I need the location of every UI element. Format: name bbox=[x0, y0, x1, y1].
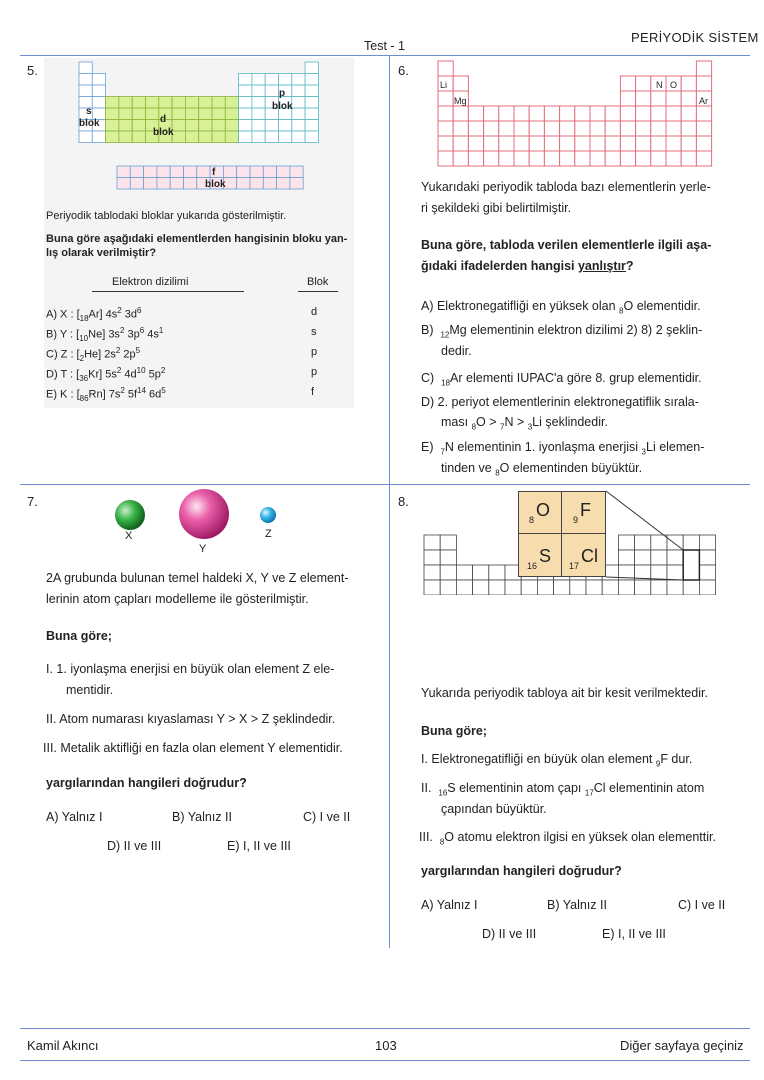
q8-statement-2b: çapından büyüktür. bbox=[441, 802, 547, 816]
q7-number: 7. bbox=[27, 494, 38, 509]
q6-option-b[interactable]: B) $_{12}$Mg elementinin elektron dizilimi 2) 8) 2 şeklin- bbox=[421, 323, 703, 340]
q5-e-label: E) K : bbox=[46, 388, 74, 401]
footer-author: Kamil Akıncı bbox=[27, 1038, 99, 1053]
atom-x bbox=[115, 500, 145, 530]
f-number: 9 bbox=[573, 515, 579, 525]
q5-option-c[interactable]: C) Z : $[_2He]$ $2s^2$ $2p^5$ bbox=[46, 346, 141, 363]
col-rule-1 bbox=[92, 291, 244, 292]
subject-title: PERİYODİK SİSTEM bbox=[631, 30, 759, 45]
q6-a-text-2: O elementidir. bbox=[623, 299, 701, 313]
q8-statement-1: I. Elektronegatifliği en büyük olan element $_9$F dur. bbox=[421, 752, 693, 769]
col-block: Blok bbox=[307, 276, 329, 288]
q6-a-text: A) Elektronegatifliği en yüksek olan bbox=[421, 299, 616, 313]
q5-a-block: d bbox=[311, 306, 318, 318]
test-title: Test - 1 bbox=[364, 39, 405, 53]
q7-stem-1: 2A grubunda bulunan temel haldeki X, Y ve Z element- bbox=[46, 571, 349, 585]
q7-statement-1b: mentidir. bbox=[66, 683, 114, 697]
q5-stem: Periyodik tablodaki bloklar yukarıda gösterilmiştir. bbox=[46, 210, 287, 222]
q8-s2-text: S elementinin atom çapı bbox=[447, 781, 582, 795]
q5-question-2: lış olarak verilmiştir? bbox=[46, 247, 157, 259]
q6-option-a[interactable]: A) Elektronegatifliği en yüksek olan $_8$O elementidir. bbox=[421, 299, 701, 316]
q6-question-2: ğıdaki ifadelerden hangisi yanlıştır? bbox=[421, 259, 634, 273]
q6-stem-2: ri şekildeki gibi belirtilmiştir. bbox=[421, 201, 572, 215]
q6-option-d-2: ması $_8$O > $_7$N > $_3$Li şeklindedir. bbox=[441, 415, 608, 432]
s-block-label: s bbox=[86, 106, 92, 117]
s-block-label-2: blok bbox=[79, 118, 100, 129]
q5-question-1: Buna göre aşağıdaki elementlerden hangisinin bloku yan- bbox=[46, 233, 348, 245]
cl-number: 17 bbox=[569, 561, 580, 571]
cell-o: O bbox=[670, 80, 678, 90]
p-block-label-2: blok bbox=[272, 101, 293, 112]
q7-choice-a[interactable]: A) Yalnız I bbox=[46, 810, 103, 824]
q5-option-d[interactable]: D) T : $[_{36}Kr]$ $5s^2$ $4d^{10}$ $5p^2$ bbox=[46, 366, 166, 383]
q7-buna: Buna göre; bbox=[46, 629, 112, 643]
cell-mg: Mg bbox=[454, 96, 467, 106]
q5-e-block: f bbox=[311, 386, 315, 398]
q7-choice-b[interactable]: B) Yalnız II bbox=[172, 810, 232, 824]
q8-s3-text: O atomu elektron ilgisi en yüksek olan elementtir. bbox=[444, 830, 716, 844]
q6-number: 6. bbox=[398, 63, 409, 78]
q7-choice-d[interactable]: D) II ve III bbox=[107, 839, 162, 853]
q6-option-e-2: tinden ve $_8$O elementinden büyüktür. bbox=[441, 461, 643, 478]
cell-n: N bbox=[656, 80, 663, 90]
q5-option-a[interactable]: A) X : $[_{18}Ar]$ $4s^2$ $3d^6$ bbox=[46, 306, 142, 323]
q6-stem-1: Yukarıdaki periyodik tabloda bazı elementlerin yerle- bbox=[421, 180, 711, 194]
col-rule-2 bbox=[298, 291, 338, 292]
q6-c-text: Ar elementi IUPAC'a göre 8. grup elementidir. bbox=[450, 371, 702, 385]
q7-statement-3: III. Metalik aktifliği en fazla olan element Y elementidir. bbox=[43, 741, 343, 755]
q7-choice-e[interactable]: E) I, II ve III bbox=[227, 839, 291, 853]
q5-d-label: D) T : bbox=[46, 368, 74, 381]
cell-oxygen: O bbox=[536, 500, 551, 520]
header-rule bbox=[20, 55, 750, 56]
q8-choice-a[interactable]: A) Yalnız I bbox=[421, 898, 478, 912]
atom-z-label: Z bbox=[265, 528, 272, 540]
footer-rule-bottom bbox=[20, 1060, 750, 1061]
cell-divider-h bbox=[518, 533, 606, 534]
cell-sulfur: S bbox=[539, 546, 552, 566]
q8-s1-text: I. Elektronegatifliği en büyük olan element bbox=[421, 752, 653, 766]
q5-d-block: p bbox=[311, 366, 318, 378]
q7-ask: yargılarından hangileri doğrudur? bbox=[46, 776, 247, 790]
f-block-label-2: blok bbox=[205, 179, 226, 190]
q5-option-b[interactable]: B) Y : $[_{10}Ne]$ $3s^2$ $3p^6$ $4s^1$ bbox=[46, 326, 164, 343]
q5-c-label: C) Z : bbox=[46, 348, 74, 361]
column-divider bbox=[389, 56, 390, 948]
q8-s2-text-2: Cl elementinin atom bbox=[593, 781, 705, 795]
footer-next: Diğer sayfaya geçiniz bbox=[620, 1038, 744, 1053]
cell-fluorine: F bbox=[580, 500, 591, 520]
atom-z bbox=[260, 507, 276, 523]
q5-a-label: A) X : bbox=[46, 308, 74, 321]
q8-choice-b[interactable]: B) Yalnız II bbox=[547, 898, 607, 912]
q8-ask: yargılarından hangileri doğrudur? bbox=[421, 864, 622, 878]
col-electron-config: Elektron dizilimi bbox=[112, 276, 189, 288]
q8-s1-text-2: F dur. bbox=[660, 752, 693, 766]
red-periodic-table bbox=[437, 60, 717, 170]
d-block-label-2: blok bbox=[153, 127, 174, 138]
cell-divider-v bbox=[561, 491, 562, 577]
q8-statement-3: III. $_8$O atomu elektron ilgisi en yüksek olan elementtir. bbox=[419, 830, 716, 847]
cell-ar: Ar bbox=[699, 96, 708, 106]
q6-option-b-2: dedir. bbox=[441, 344, 472, 358]
p-block-label: p bbox=[279, 88, 286, 99]
q5-b-label: B) Y : bbox=[46, 328, 74, 341]
d-block-label: d bbox=[160, 114, 167, 125]
q5-option-e[interactable]: E) K : $[_{86}Rn]$ $7s^2$ $5f^{14}$ $6d^5$ bbox=[46, 386, 166, 403]
q6-option-d[interactable]: D) 2. periyot elementlerinin elektronegatiflik sırala- bbox=[421, 395, 699, 409]
q6-question-1: Buna göre, tabloda verilen elementlerle ilgili aşa- bbox=[421, 238, 712, 252]
q7-statement-1: I. 1. iyonlaşma enerjisi en büyük olan element Z ele- bbox=[46, 662, 335, 676]
q5-b-block: s bbox=[311, 326, 317, 338]
o-number: 8 bbox=[529, 515, 535, 525]
q6-e-text-4: O elementinden büyüktür. bbox=[499, 461, 643, 475]
q7-statement-2: II. Atom numarası kıyaslaması Y > X > Z şeklindedir. bbox=[46, 712, 336, 726]
atom-y bbox=[179, 489, 229, 539]
q6-option-c[interactable]: C) $_{18}$Ar elementi IUPAC'a göre 8. grup elementidir. bbox=[421, 371, 702, 388]
f-block-label: f bbox=[212, 167, 216, 178]
atom-x-label: X bbox=[125, 530, 133, 542]
q5-number: 5. bbox=[27, 63, 38, 78]
block-periodic-table bbox=[70, 60, 330, 200]
q8-choice-d[interactable]: D) II ve III bbox=[482, 927, 537, 941]
q7-choice-c[interactable]: C) I ve II bbox=[303, 810, 351, 824]
q8-stem: Yukarıda periyodik tabloya ait bir kesit verilmektedir. bbox=[421, 686, 708, 700]
q8-statement-2: II. $_{16}$S elementinin atom çapı $_{17}$Cl elementinin atom bbox=[421, 781, 705, 798]
q8-buna: Buna göre; bbox=[421, 724, 487, 738]
q6-e-text-3: tinden ve bbox=[441, 461, 492, 475]
footer-rule-top bbox=[20, 1028, 750, 1029]
q8-choice-c[interactable]: C) I ve II bbox=[678, 898, 726, 912]
atom-y-label: Y bbox=[199, 543, 207, 555]
cell-chlorine: Cl bbox=[581, 546, 598, 566]
cell-li: Li bbox=[440, 80, 448, 90]
s-number: 16 bbox=[527, 561, 538, 571]
q5-c-block: p bbox=[311, 346, 318, 358]
q7-stem-2: lerinin atom çapları modelleme ile gösterilmiştir. bbox=[46, 592, 309, 606]
page-number: 103 bbox=[375, 1038, 397, 1053]
q8-number: 8. bbox=[398, 494, 409, 509]
q6-option-e[interactable]: E) $_7$N elementinin 1. iyonlaşma enerjisi $_3$Li elemen- bbox=[421, 440, 705, 457]
q6-b-text: Mg elementinin elektron dizilimi 2) 8) 2 şeklin- bbox=[449, 323, 703, 337]
q6-e-text-2: Li elemen- bbox=[646, 440, 705, 454]
q6-e-text: N elementinin 1. iyonlaşma enerjisi bbox=[444, 440, 639, 454]
q8-choice-e[interactable]: E) I, II ve III bbox=[602, 927, 666, 941]
